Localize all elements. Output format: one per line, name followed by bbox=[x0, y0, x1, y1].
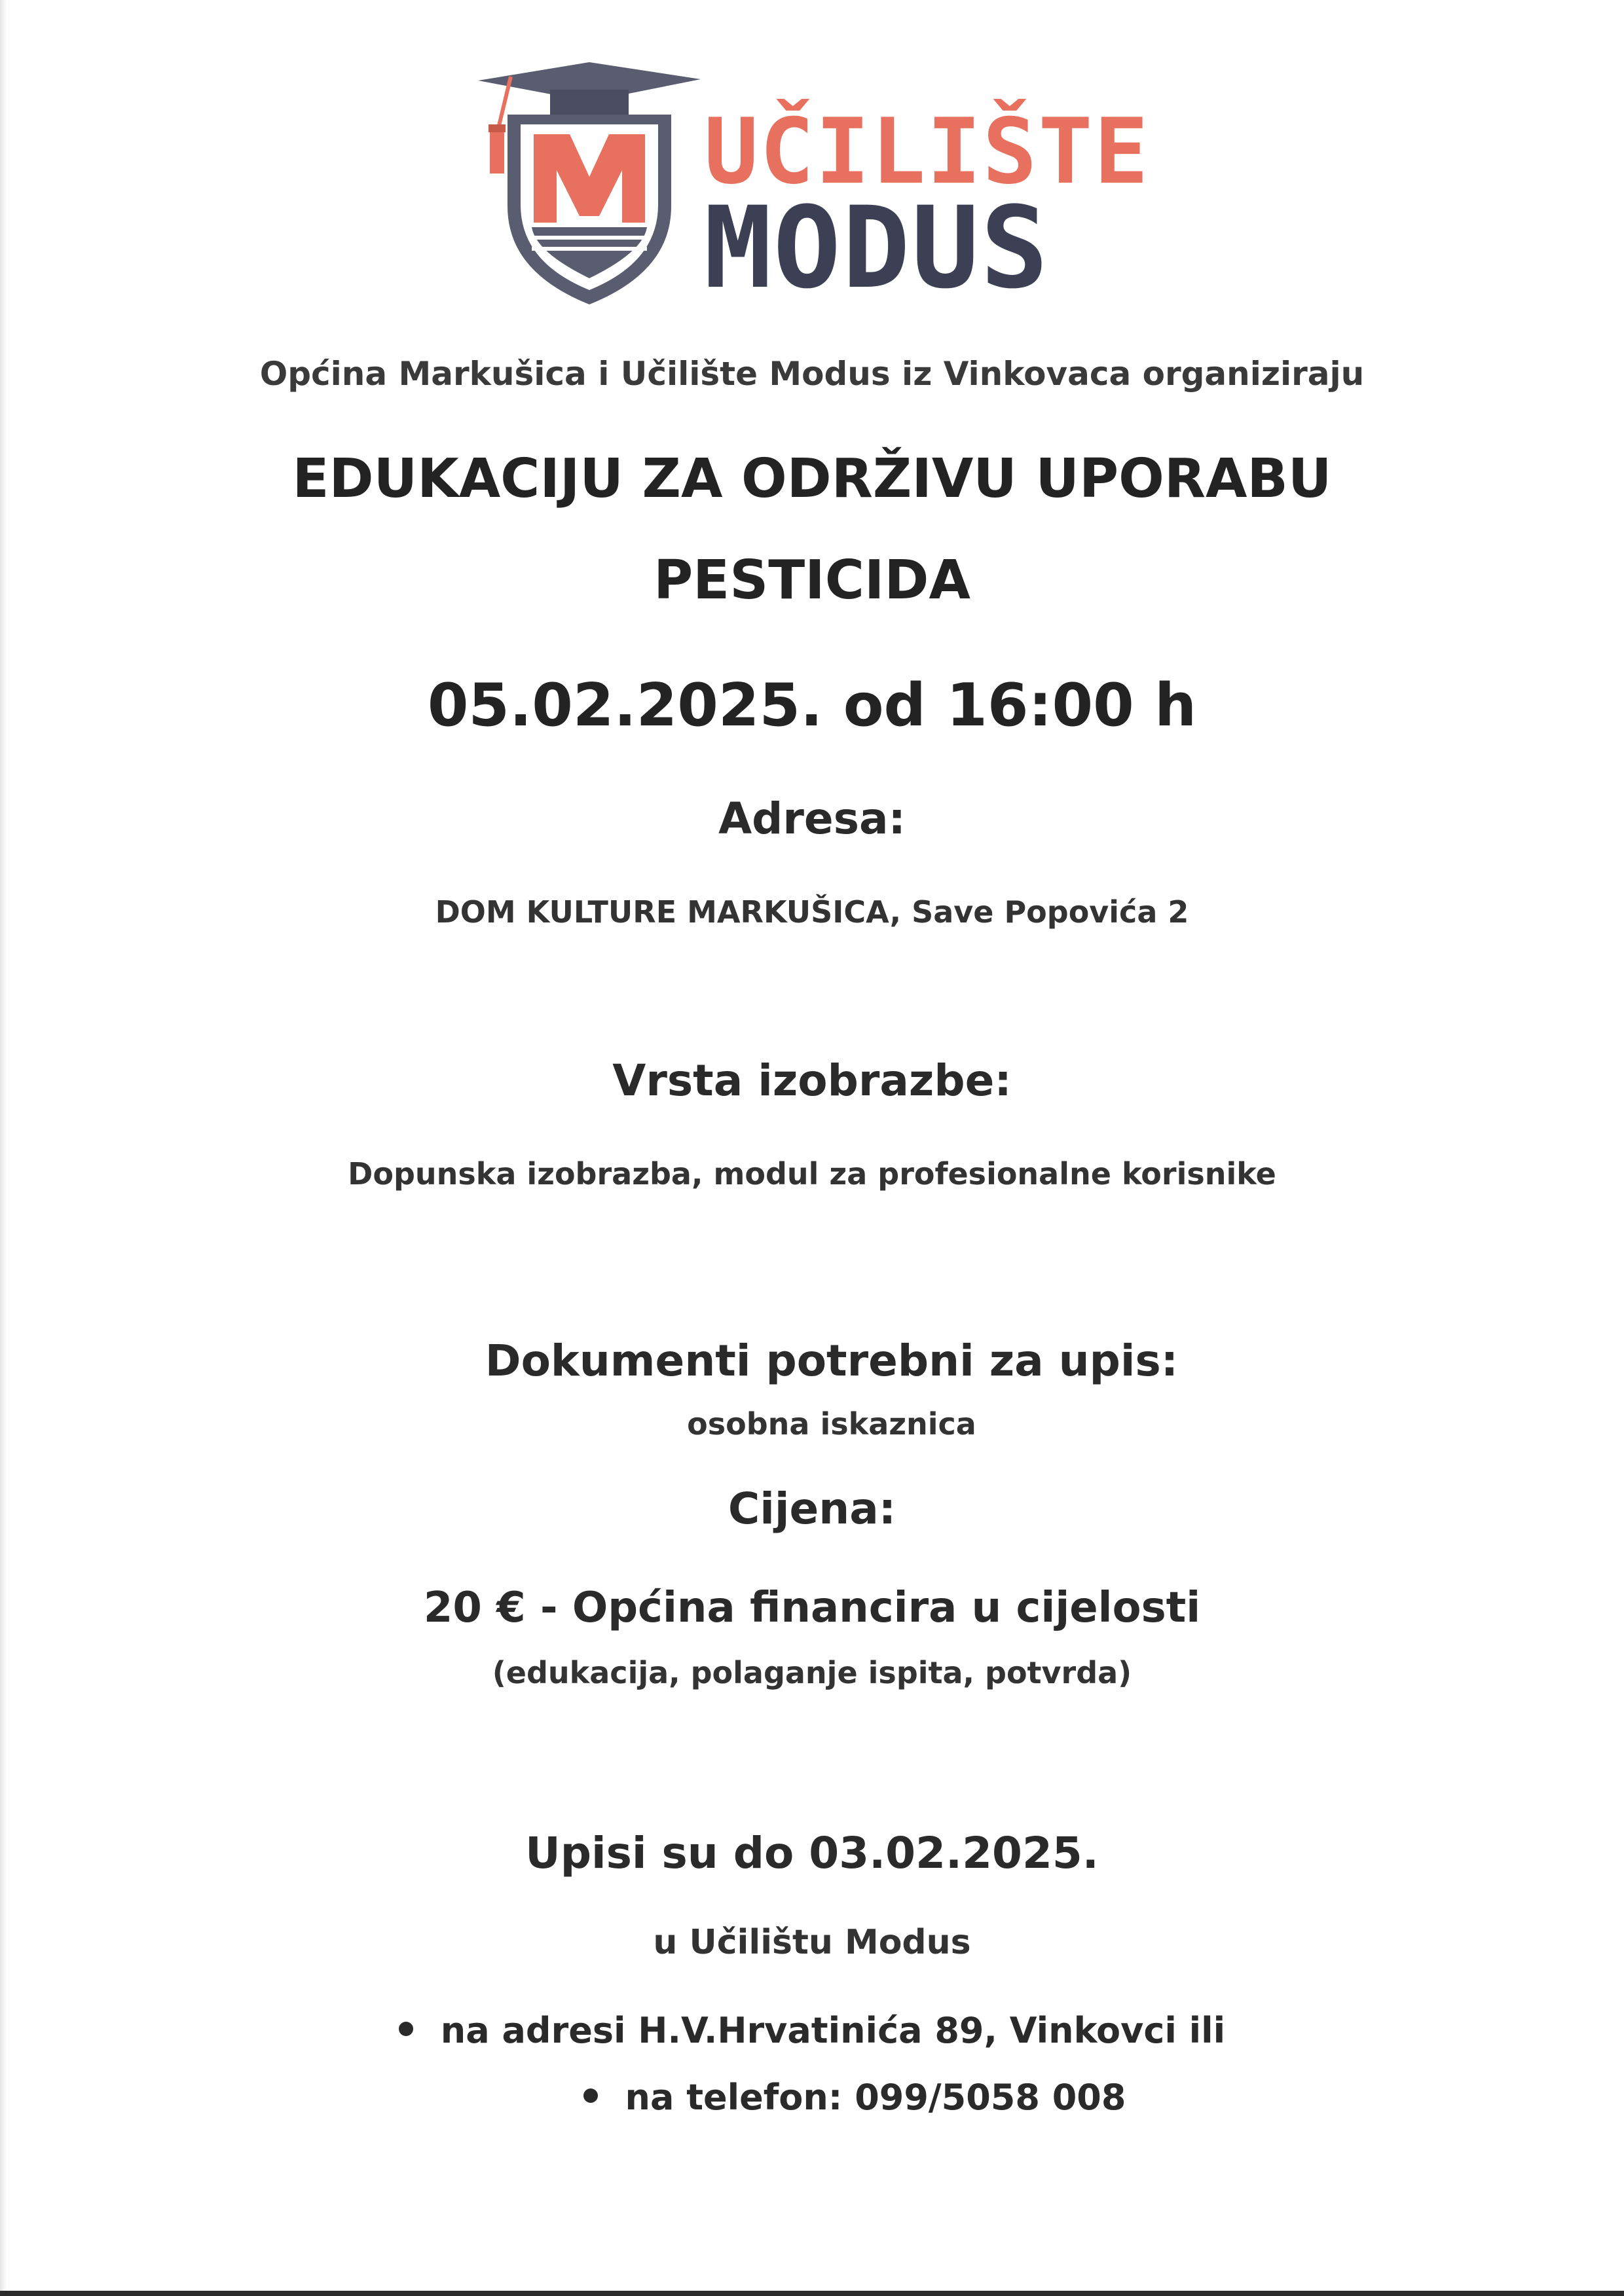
intro-text: Općina Markušica i Učilište Modus iz Vinkovaca organiziraju bbox=[259, 355, 1365, 393]
title-line1: EDUKACIJU ZA ODRŽIVU UPORABU bbox=[292, 448, 1332, 510]
contact-phone: na telefon: 099/5058 008 bbox=[625, 2077, 1126, 2118]
training-type-value: Dopunska izobrazba, modul za profesionalne korisnike bbox=[348, 1156, 1276, 1192]
brand-name-line2: MODUS bbox=[704, 182, 1050, 314]
address-value: DOM KULTURE MARKUŠICA, Save Popovića 2 bbox=[435, 894, 1189, 930]
documents-heading: Dokumenti potrebni za upis: bbox=[485, 1336, 1179, 1386]
list-item bbox=[0, 2007, 1624, 2054]
graduation-shield-emblem-icon bbox=[471, 56, 707, 318]
event-datetime: 05.02.2025. od 16:00 h bbox=[427, 671, 1197, 740]
scan-edge-bottom bbox=[0, 2291, 1624, 2296]
contact-list bbox=[0, 2007, 1624, 2141]
enrollment-place: u Učilištu Modus bbox=[653, 1923, 971, 1962]
address-heading: Adresa: bbox=[718, 793, 906, 844]
bullet-icon bbox=[399, 2022, 413, 2036]
title-line2: PESTICIDA bbox=[654, 549, 970, 611]
documents-value: osobna iskaznica bbox=[687, 1406, 976, 1442]
price-heading: Cijena: bbox=[728, 1484, 896, 1534]
price-note: (edukacija, polaganje ispita, potvrda) bbox=[492, 1655, 1132, 1690]
training-type-heading: Vrsta izobrazbe: bbox=[612, 1055, 1012, 1106]
ucilistie-modus-logo bbox=[471, 56, 1150, 318]
enrollment-deadline: Upisi su do 03.02.2025. bbox=[525, 1828, 1099, 1878]
brand-name-line1: UČILIŠTE bbox=[704, 99, 1150, 204]
price-value: 20 € - Općina financira u cijelosti bbox=[423, 1584, 1201, 1632]
bullet-icon bbox=[583, 2088, 598, 2103]
list-item bbox=[0, 2074, 1624, 2121]
contact-address: na adresi H.V.Hrvatinića 89, Vinkovci ili bbox=[440, 2010, 1226, 2051]
